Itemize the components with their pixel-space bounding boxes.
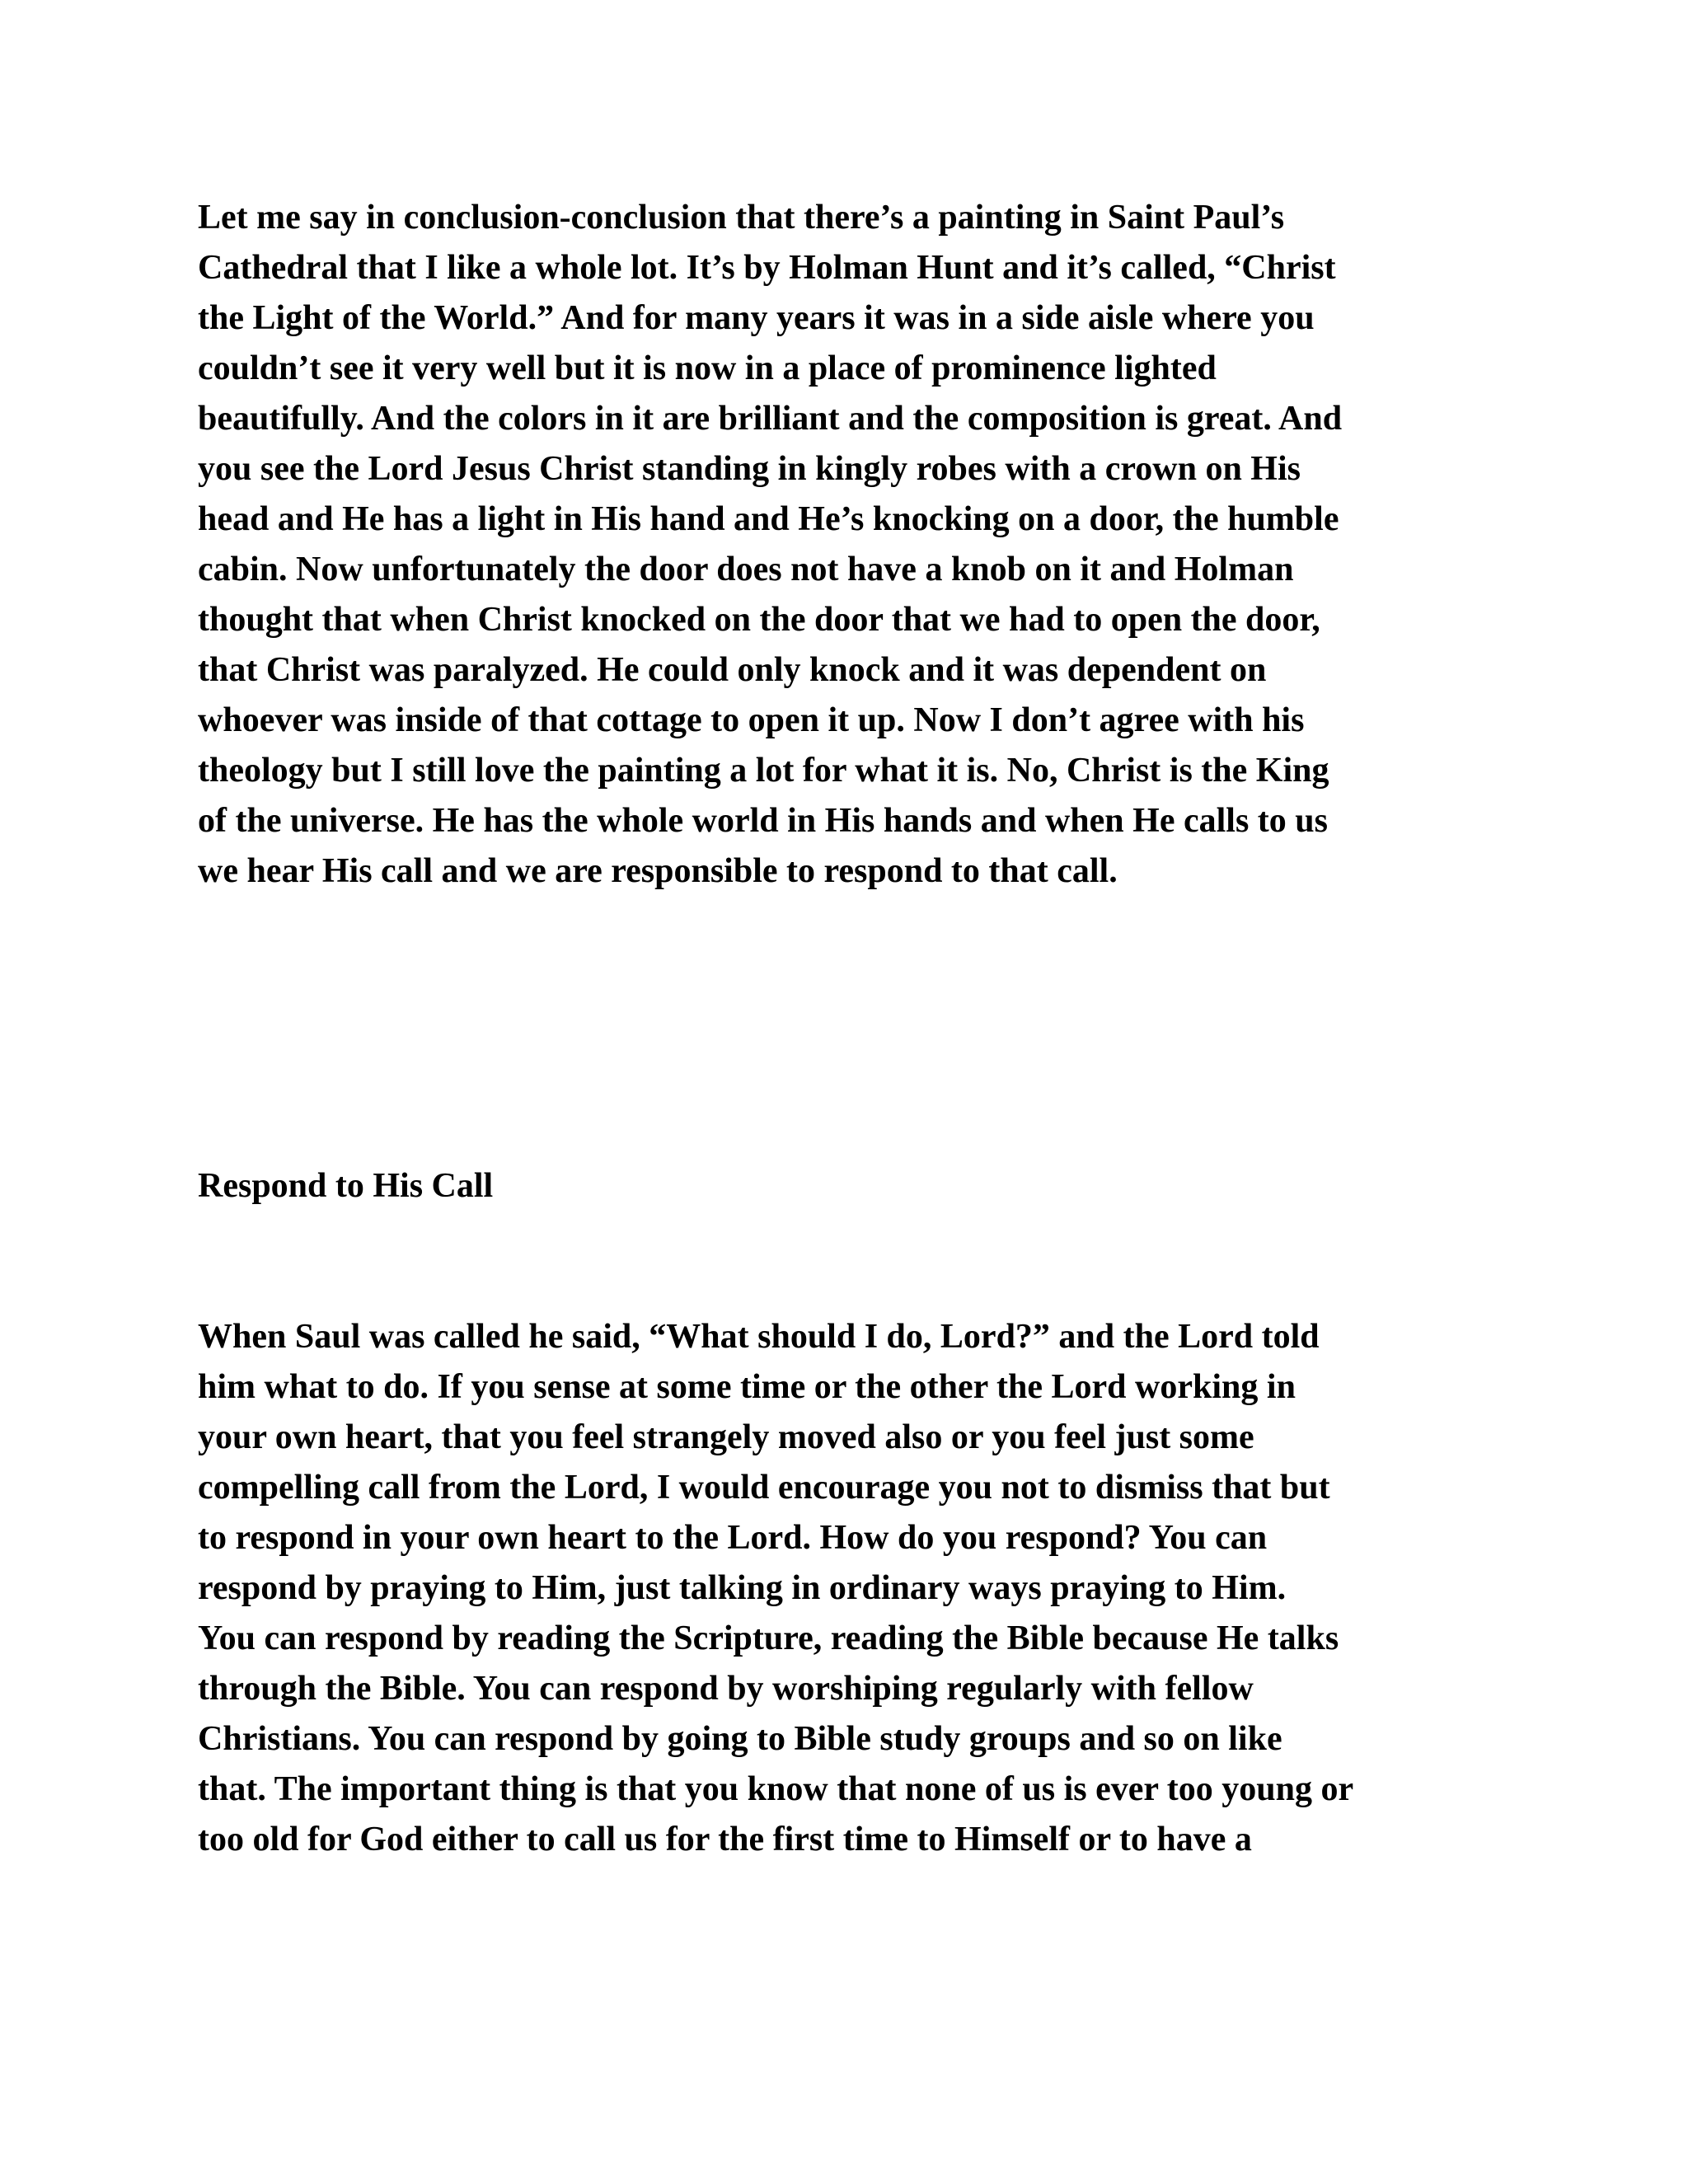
paragraph-2-line-6: respond by praying to Him, just talking in ordinary ways praying to Him. [198,1569,1287,1607]
paragraph-1-line-4: couldn’t see it very well but it is now in a place of prominence lighted [198,349,1217,387]
paragraph-2-line-10: that. The important thing is that you know that none of us is ever too young or [198,1770,1354,1808]
paragraph-2-line-4: compelling call from the Lord, I would encourage you not to dismiss that but [198,1469,1330,1507]
paragraph-1-line-11: whoever was inside of that cottage to open it up. Now I don’t agree with his [198,701,1305,739]
paragraph-1-line-3: the Light of the World.” And for many years it was in a side aisle where you [198,299,1315,337]
paragraph-1-line-2: Cathedral that I like a whole lot. It’s by Holman Hunt and it’s called, “Christ [198,249,1336,287]
paragraph-1-line-13: of the universe. He has the whole world in His hands and when He calls to us [198,802,1328,840]
paragraph-2-line-5: to respond in your own heart to the Lord. How do you respond? You can [198,1519,1268,1557]
section-heading: Respond to His Call [198,1167,494,1205]
paragraph-2-line-7: You can respond by reading the Scripture, reading the Bible because He talks [198,1619,1339,1657]
paragraph-2-line-11: too old for God either to call us for the first time to Himself or to have a [198,1821,1252,1858]
paragraph-1-line-9: thought that when Christ knocked on the door that we had to open the door, [198,601,1320,639]
paragraph-1-line-12: theology but I still love the painting a lot for what it is. No, Christ is the King [198,752,1329,790]
paragraph-1-line-7: head and He has a light in His hand and He’s knocking on a door, the humble [198,500,1339,538]
paragraph-2-line-8: through the Bible. You can respond by worshiping regularly with fellow [198,1670,1254,1708]
paragraph-2-line-3: your own heart, that you feel strangely moved also or you feel just some [198,1418,1254,1456]
paragraph-2-line-1: When Saul was called he said, “What should I do, Lord?” and the Lord told [198,1318,1320,1356]
paragraph-1-line-14: we hear His call and we are responsible to respond to that call. [198,852,1118,890]
paragraph-1-line-1: Let me say in conclusion-conclusion that there’s a painting in Saint Paul’s [198,199,1285,237]
paragraph-1-line-8: cabin. Now unfortunately the door does not have a knob on it and Holman [198,551,1294,588]
paragraph-2-line-9: Christians. You can respond by going to Bible study groups and so on like [198,1720,1282,1758]
paragraph-2-line-2: him what to do. If you sense at some time or the other the Lord working in [198,1368,1296,1406]
paragraph-1-line-10: that Christ was paralyzed. He could only knock and it was dependent on [198,651,1267,689]
paragraph-1-line-5: beautifully. And the colors in it are brilliant and the composition is great. And [198,400,1343,438]
paragraph-1-line-6: you see the Lord Jesus Christ standing in kingly robes with a crown on His [198,450,1301,488]
